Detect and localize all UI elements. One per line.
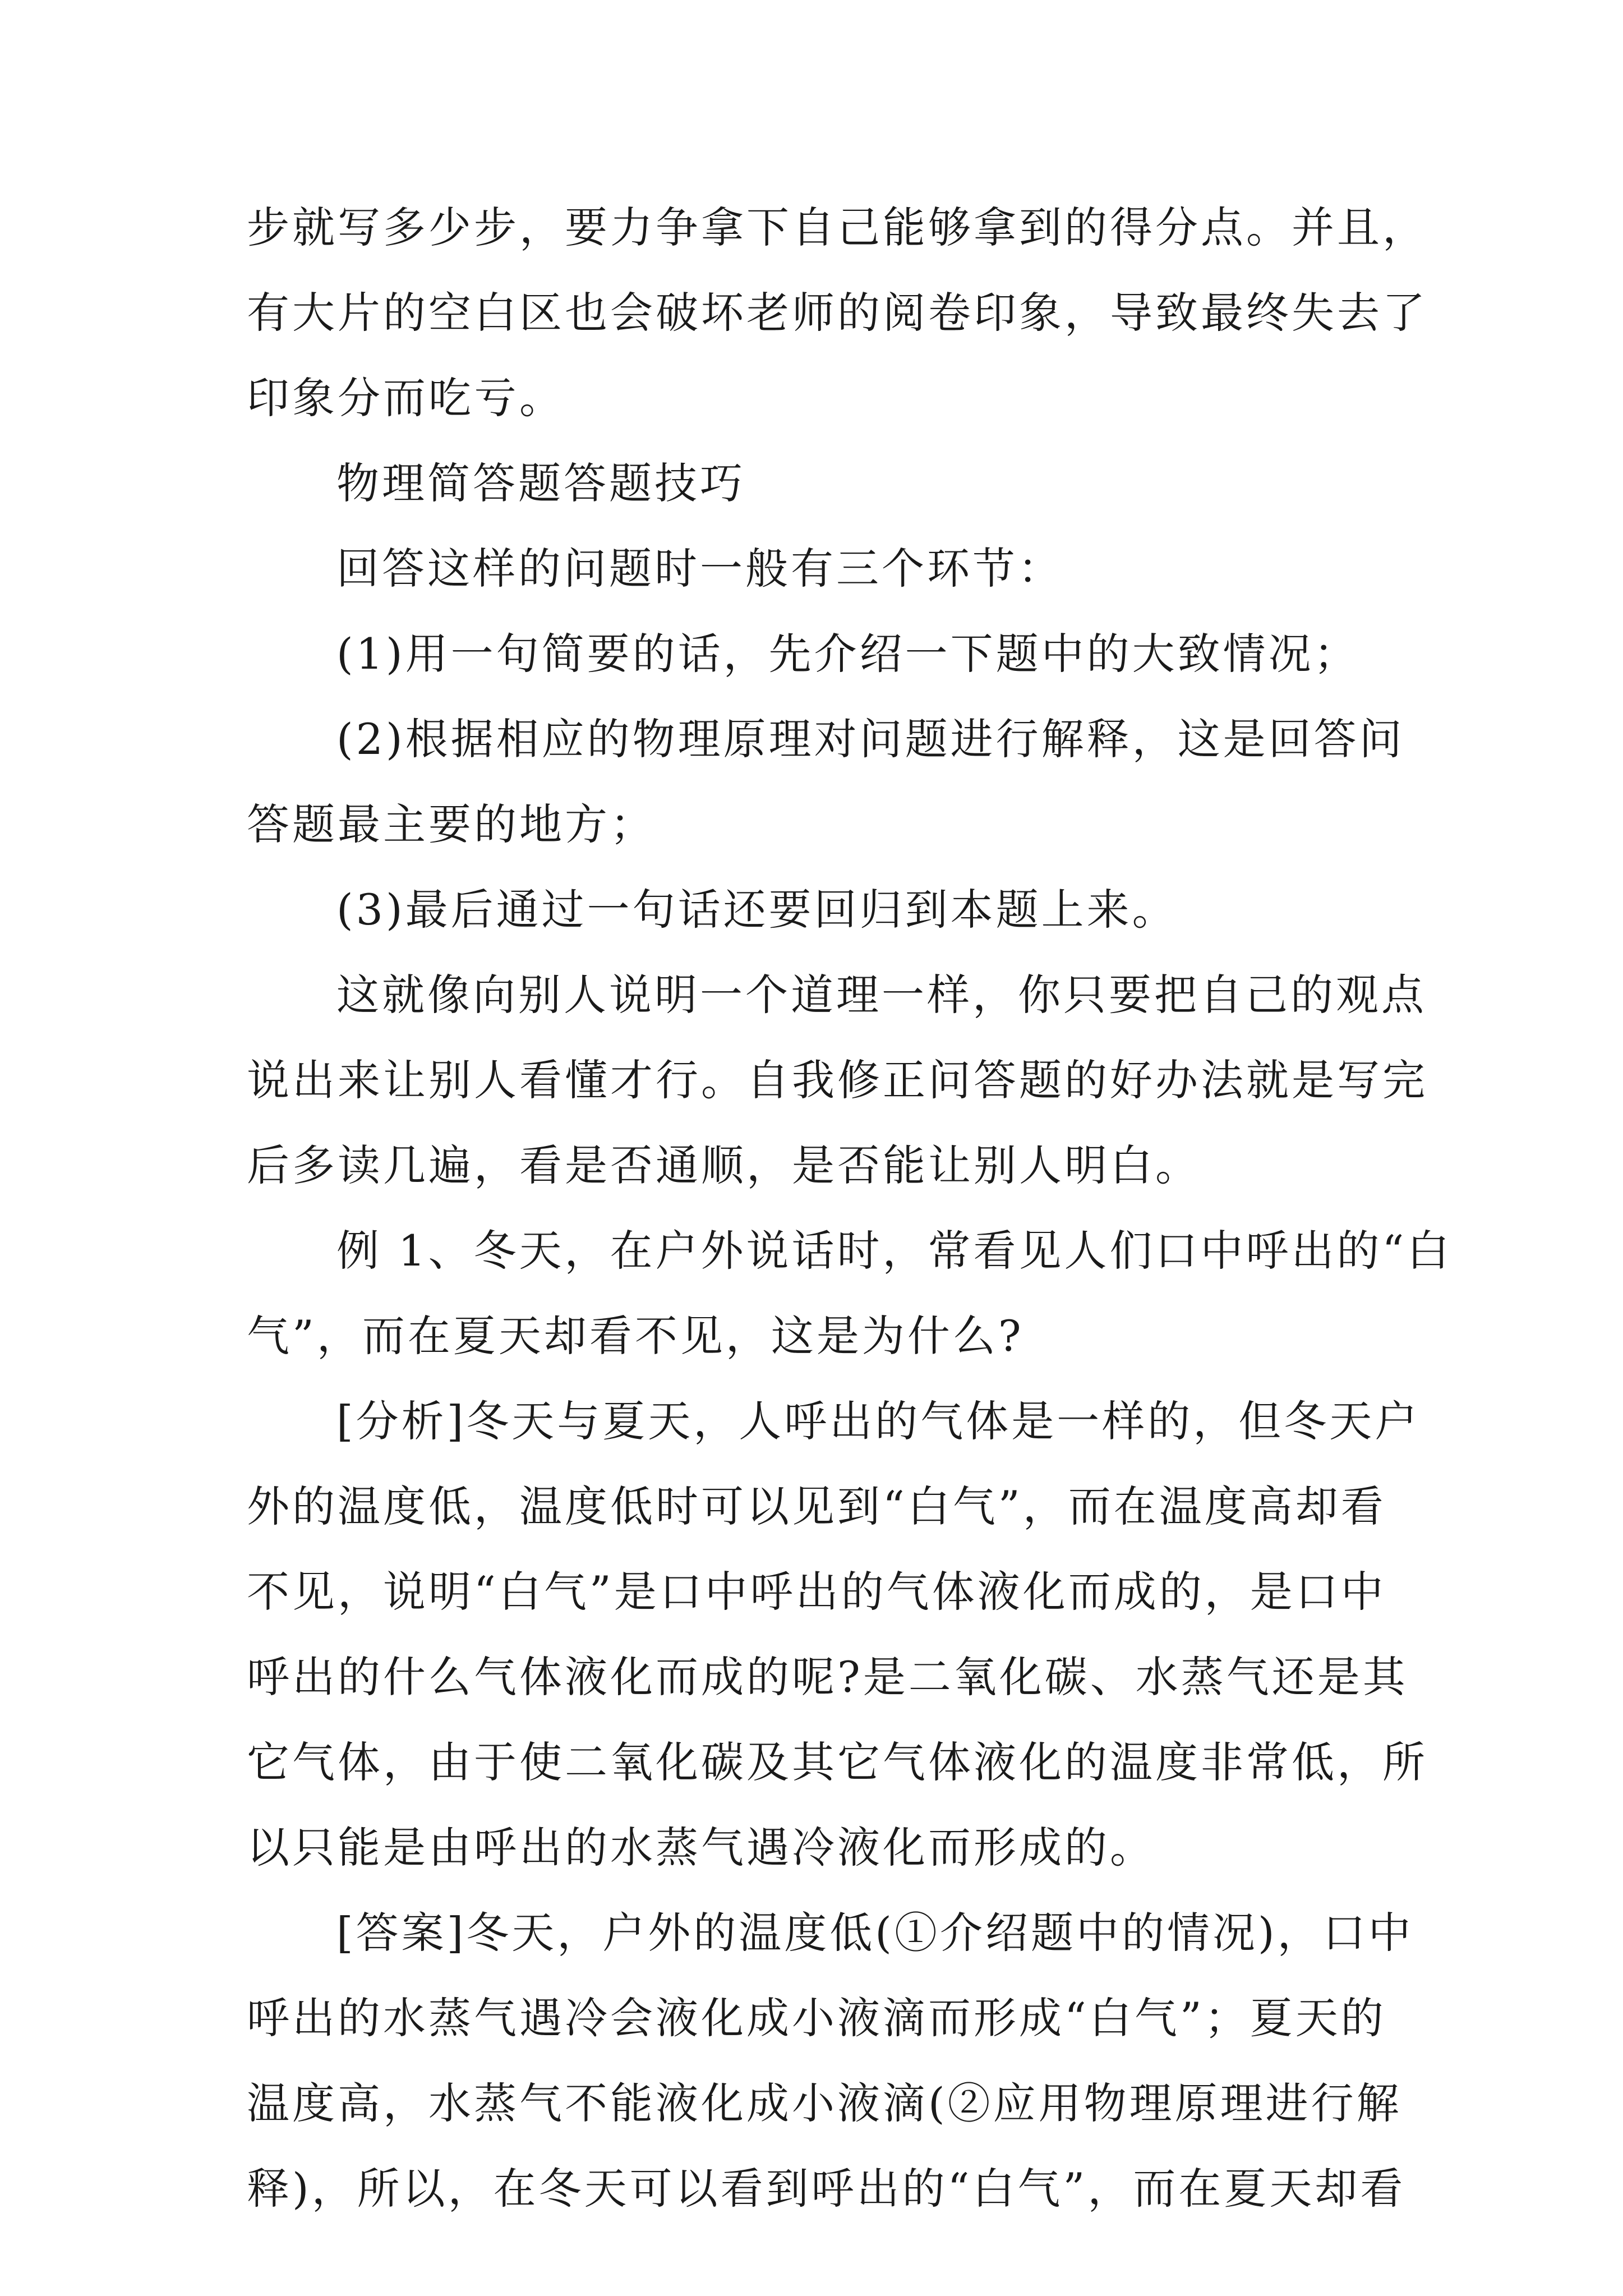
text-line: (2)根据相应的物理原理对问题进行解释，这是回答问 [336,714,1405,764]
text-line: 说出来让别人看懂才行。自我修正问答题的好办法就是写完 [247,1055,1428,1105]
text-line: 气”，而在夏天却看不见，这是为什么? [247,1311,1024,1361]
text-line: [分析]冬天与夏天，人呼出的气体是一样的，但冬天户 [336,1396,1421,1446]
text-line: 释)，所以，在冬天可以看到呼出的“白气”，而在夏天却看 [247,2164,1406,2214]
text-line: 温度高，水蒸气不能液化成小液滴(②应用物理原理进行解 [247,2078,1402,2128]
text-line: 答题最主要的地方； [247,799,656,849]
text-line: (3)最后通过一句话还要回归到本题上来。 [336,885,1178,935]
text-line: 呼出的水蒸气遇冷会液化成小液滴而形成“白气”；夏天的 [247,1993,1386,2043]
text-line: 外的温度低，温度低时可以见到“白气”，而在温度高却看 [247,1481,1386,1531]
body-text [247,185,1453,2231]
text-line: 印象分而吃亏。 [247,373,565,423]
text-line: 有大片的空白区也会破坏老师的阅卷印象，导致最终失去了 [247,288,1428,338]
text-line: 例 1、冬天，在户外说话时，常看见人们口中呼出的“白 [336,1226,1453,1276]
text-line: 后多读几遍，看是否通顺，是否能让别人明白。 [247,1140,1201,1190]
text-line: 不见，说明“白气”是口中呼出的气体液化而成的，是口中 [247,1567,1386,1617]
text-line: (1)用一句简要的话，先介绍一下题中的大致情况； [336,629,1359,679]
text-line: 这就像向别人说明一个道理一样，你只要把自己的观点 [336,970,1427,1020]
text-line: [答案]冬天，户外的温度低(①介绍题中的情况)，口中 [336,1908,1414,1958]
text-line: 以只能是由呼出的水蒸气遇冷液化而形成的。 [247,1823,1155,1872]
text-line: 步就写多少步，要力争拿下自己能够拿到的得分点。并且， [247,203,1428,252]
text-line: 物理简答题答题技巧 [336,458,745,508]
text-line: 呼出的什么气体液化而成的呢?是二氧化碳、水蒸气还是其 [247,1652,1408,1702]
text-line: 它气体，由于使二氧化碳及其它气体液化的温度非常低，所 [247,1737,1428,1787]
text-line: 回答这样的问题时一般有三个环节： [336,544,1063,593]
